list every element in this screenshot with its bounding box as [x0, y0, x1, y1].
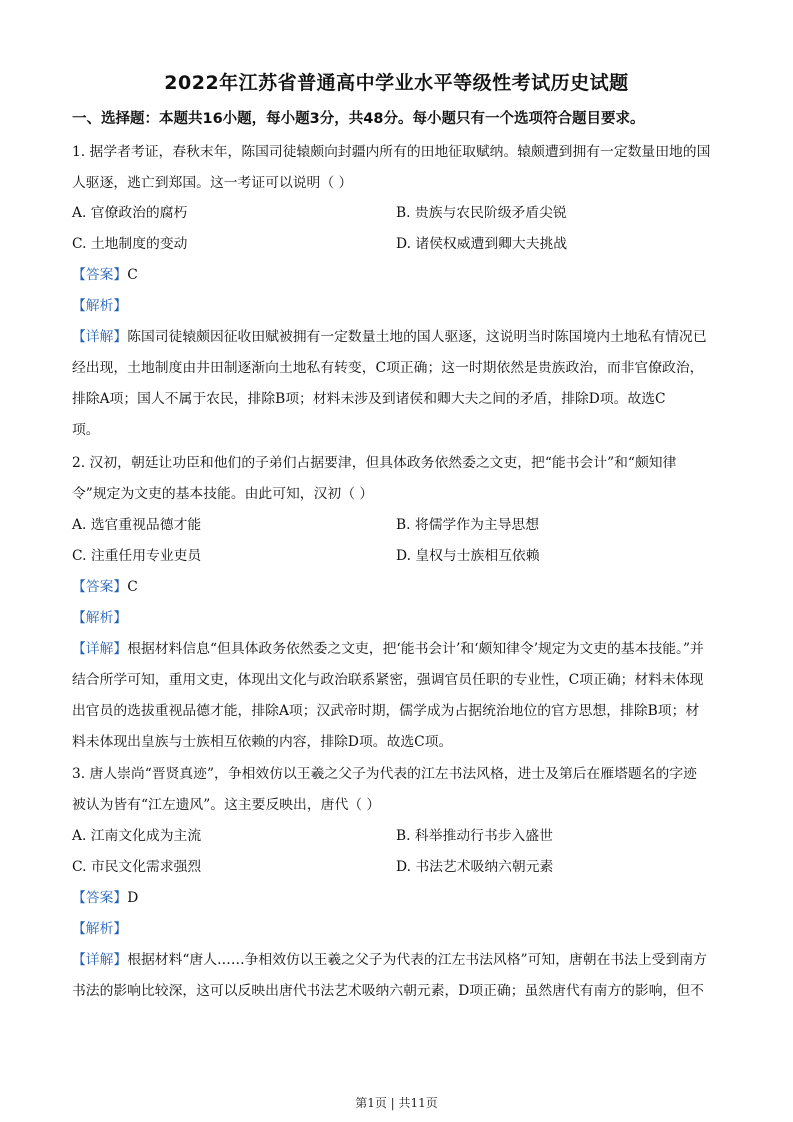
question-3-detail-line-2: 书法的影响比较深，这可以反映出唐代书法艺术吸纳六朝元素，D项正确；虽然唐代有南方的影响，但不: [72, 983, 704, 999]
question-2-stem-line-1: 2. 汉初，朝廷让功臣和他们的子弟们占据要津，但具体政务依然委之文吏，把“能书会计”和“颇知律: [72, 455, 677, 471]
question-1-stem-line-1: 1. 据学者考证，春秋末年，陈国司徒辕颇向封疆内所有的田地征取赋纳。辕颇遭到拥有一定数量田地的国: [72, 144, 711, 160]
question-3-option-d: D. 书法艺术吸纳六朝元素: [396, 859, 554, 875]
detail-text: 根据材料信息“但具体政务依然委之文吏，把‘能书会计’和‘颇知律令’规定为文吏的基本技能。”并: [127, 641, 704, 657]
question-1-stem-line-2: 人驱逐，逃亡到郑国。这一考证可以说明（ ）: [72, 175, 353, 191]
answer-label: 【答案】: [72, 267, 128, 283]
page-title: 2022年江苏省普通高中学业水平等级性考试历史试题: [164, 72, 629, 94]
analysis-label: 【解析】: [72, 921, 128, 937]
answer-value: C: [127, 579, 138, 595]
section-heading: 一、选择题：本题共16小题，每小题3分，共48分。每小题只有一个选项符合题目要求。: [72, 111, 645, 127]
question-1-analysis-label: [72, 296, 722, 316]
question-3-stem-line-1: 3. 唐人崇尚“晋贤真迹”，争相效仿以王羲之父子为代表的江左书法风格，进士及第后在雁塔题名的字迹: [72, 766, 697, 782]
question-3-answer: [72, 888, 722, 908]
answer-value: C: [127, 267, 138, 283]
page-footer: 第1页 | 共11页: [355, 1096, 438, 1110]
question-3-option-a: A. 江南文化成为主流: [72, 828, 202, 844]
detail-text: 根据材料“唐人……争相效仿以王羲之父子为代表的江左书法风格”可知，唐朝在书法上受到南方: [127, 952, 707, 968]
answer-value: D: [127, 890, 139, 906]
question-3-option-b: B. 科举推动行书步入盛世: [396, 828, 553, 844]
answer-label: 【答案】: [72, 579, 128, 595]
question-1-option-d: D. 诸侯权威遭到卿大夫挑战: [396, 236, 568, 252]
question-2-detail-line-4: 料未体现出皇族与士族相互依赖的内容，排除D项。故选C项。: [72, 734, 453, 750]
question-1-detail-line-3: 排除A项；国人不属于农民，排除B项；材料未涉及到诸侯和卿大夫之间的矛盾，排除D项。故选C: [72, 391, 666, 407]
question-2-detail-line-2: 结合所学可知，重用文吏，体现出文化与政治联系紧密，强调官员任职的专业性，C项正确；材料未体现: [72, 672, 704, 688]
question-1-detail-line-2: 经出现，土地制度由井田制逐渐向土地私有转变，C项正确；这一时期依然是贵族政治，而非官僚政治，: [72, 360, 704, 376]
question-2-answer: [72, 577, 722, 597]
question-3-analysis-label: [72, 919, 722, 939]
detail-label: 【详解】: [72, 641, 128, 657]
question-1-option-c: C. 土地制度的变动: [72, 236, 188, 252]
question-1-option-b: B. 贵族与农民阶级矛盾尖锐: [396, 205, 567, 221]
detail-label: 【详解】: [72, 329, 128, 345]
question-2-option-c: C. 注重任用专业吏员: [72, 548, 202, 564]
question-1-option-a: A. 官僚政治的腐朽: [72, 205, 188, 221]
question-2-detail-line-1: [72, 639, 722, 659]
question-3-detail-line-1: [72, 950, 722, 970]
detail-label: 【详解】: [72, 952, 128, 968]
analysis-label: 【解析】: [72, 610, 128, 626]
question-2-detail-line-3: 出官员的选拔重视品德才能，排除A项；汉武帝时期，儒学成为占据统治地位的官方思想，排除B项；材: [72, 703, 700, 719]
analysis-label: 【解析】: [72, 298, 128, 314]
answer-label: 【答案】: [72, 890, 128, 906]
question-3-option-c: C. 市民文化需求强烈: [72, 859, 202, 875]
question-2-option-b: B. 将儒学作为主导思想: [396, 517, 540, 533]
question-1-detail-line-1: [72, 327, 722, 347]
question-3-stem-line-2: 被认为皆有“江左遗风”。这主要反映出，唐代（ ）: [72, 797, 381, 813]
question-2-option-a: A. 选官重视品德才能: [72, 517, 202, 533]
question-2-analysis-label: [72, 608, 722, 628]
question-1-detail-line-4: 项。: [72, 422, 100, 438]
question-2-option-d: D. 皇权与士族相互依赖: [396, 548, 540, 564]
question-2-stem-line-2: 令”规定为文吏的基本技能。由此可知，汉初（ ）: [72, 486, 374, 502]
detail-text: 陈国司徒辕颇因征收田赋被拥有一定数量土地的国人驱逐，这说明当时陈国境内土地私有情况已: [127, 329, 707, 345]
question-1-answer: [72, 265, 722, 285]
